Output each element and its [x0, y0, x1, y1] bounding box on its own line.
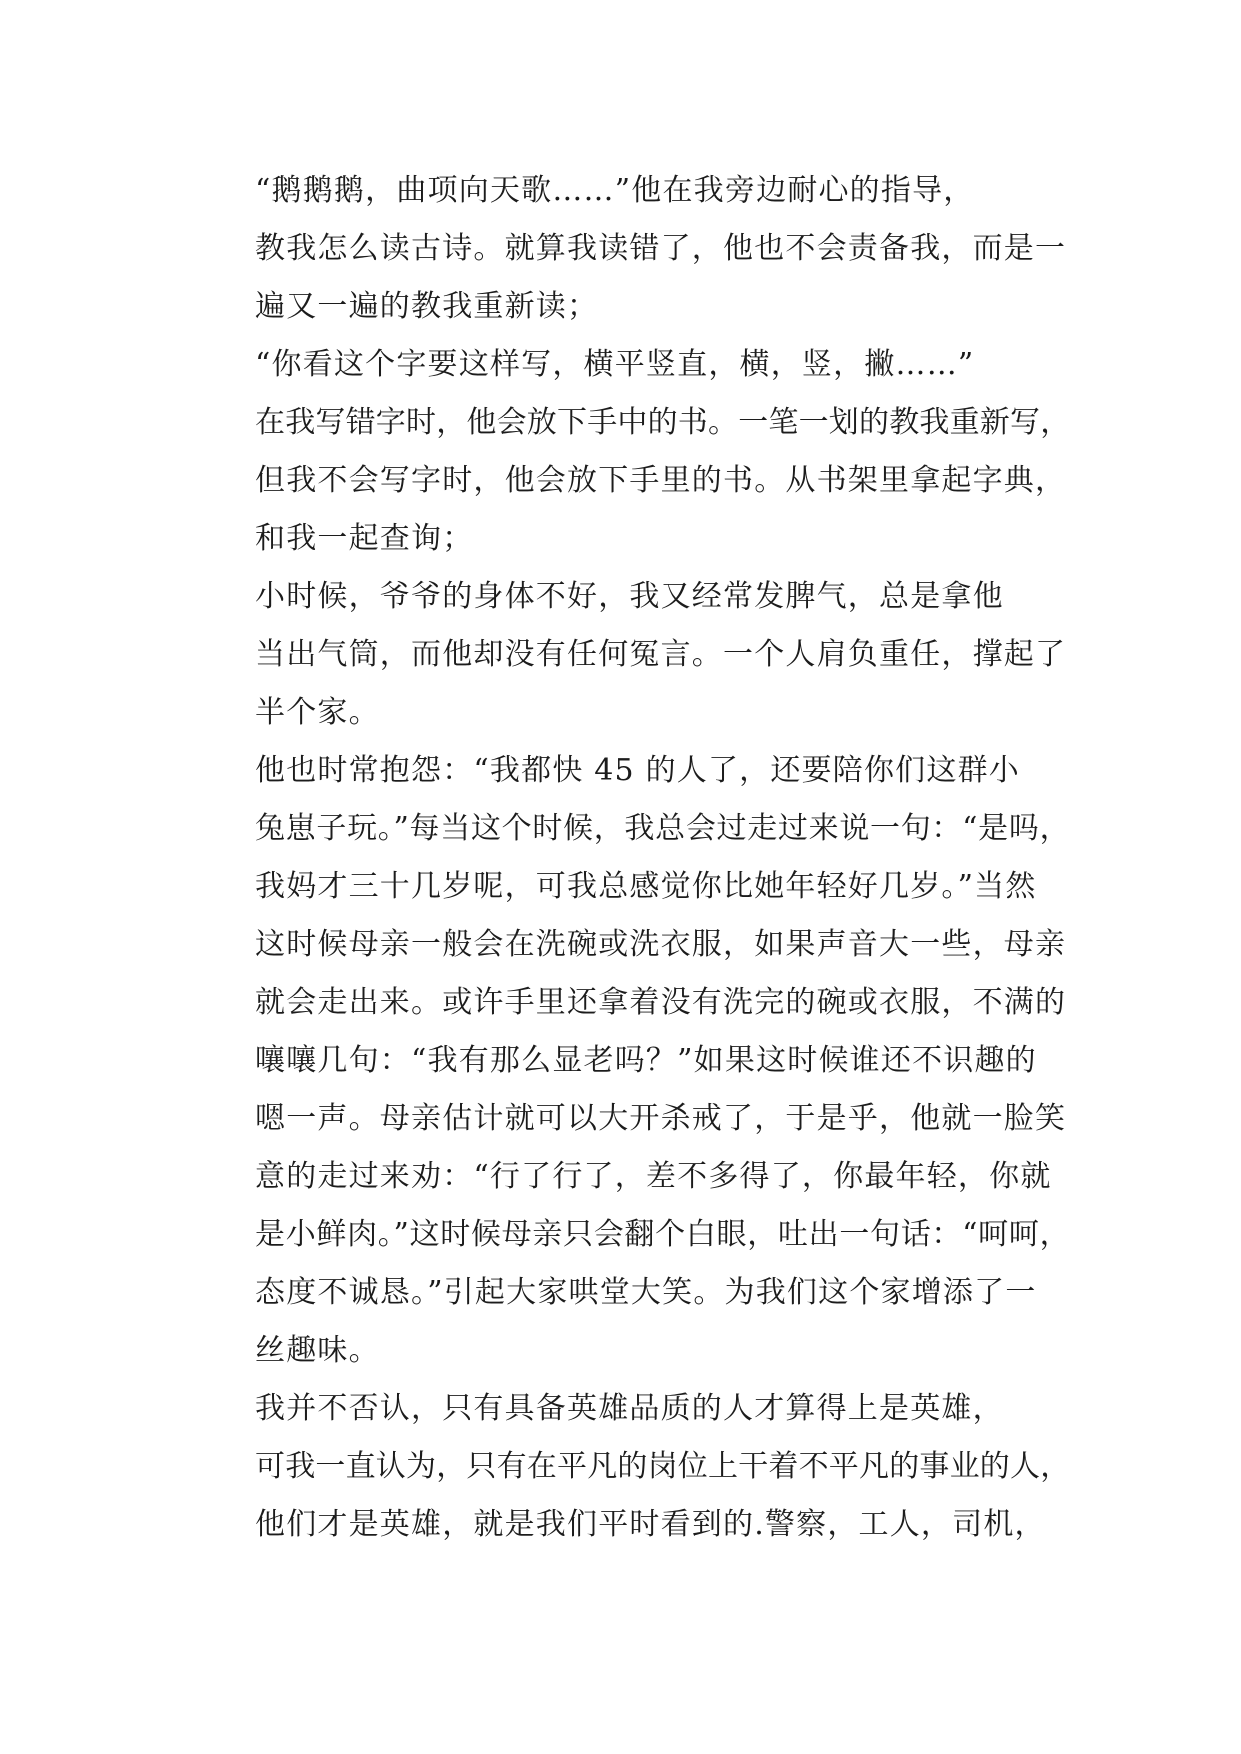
text-line: 和我一起查询； — [255, 521, 474, 556]
text-line: 他也时常抱怨：“我都快 45 的人了，还要陪你们这群小 — [255, 753, 1020, 788]
text-line: “你看这个字要这样写，横平竖直，横，竖，撇……” — [255, 347, 975, 382]
text-line: 我并不否认，只有具备英雄品质的人才算得上是英雄， — [255, 1391, 1004, 1426]
text-line: 遍又一遍的教我重新读； — [255, 289, 599, 324]
text-line: 但我不会写字时，他会放下手里的书。从书架里拿起字典， — [255, 463, 1067, 498]
paragraph — [190, 1380, 1070, 1554]
text-line: 丝趣味。 — [255, 1333, 380, 1368]
document-body — [190, 162, 1070, 1554]
text-line: 意的走过来劝：“行了行了，差不多得了，你最年轻，你就 — [255, 1159, 1052, 1194]
text-line: 这时候母亲一般会在洗碗或洗衣服，如果声音大一些，母亲 — [255, 927, 1067, 962]
text-line: 教我怎么读古诗。就算我读错了，他也不会责备我，而是一 — [255, 231, 1067, 266]
text-line: 我妈才三十几岁呢，可我总感觉你比她年轻好几岁。”当然 — [255, 869, 1037, 904]
paragraph — [190, 336, 1070, 568]
text-line: 在我写错字时，他会放下手中的书。一笔一划的教我重新写， — [255, 405, 1071, 440]
text-line: 态度不诚恳。”引起大家哄堂大笑。为我们这个家增添了一 — [255, 1275, 1037, 1310]
paragraph — [190, 742, 1070, 1380]
text-line: 当出气筒，而他却没有任何冤言。一个人肩负重任，撑起了 — [255, 637, 1067, 672]
text-line: “鹅鹅鹅，曲项向天歌……”他在我旁边耐心的指导， — [255, 173, 975, 208]
text-line: 他们才是英雄，就是我们平时看到的.警察，工人，司机， — [255, 1507, 1046, 1542]
text-line: 嗯一声。母亲估计就可以大开杀戒了，于是乎，他就一脸笑 — [255, 1101, 1067, 1136]
paragraph — [190, 568, 1070, 742]
text-line: 嚷嚷几句：“我有那么显老吗？”如果这时候谁还不识趣的 — [255, 1043, 1037, 1078]
text-line: 兔崽子玩。”每当这个时候，我总会过走过来说一句：“是吗， — [255, 811, 1071, 846]
paragraph — [190, 162, 1070, 336]
text-line: 就会走出来。或许手里还拿着没有洗完的碗或衣服，不满的 — [255, 985, 1067, 1020]
text-line: 是小鲜肉。”这时候母亲只会翻个白眼，吐出一句话：“呵呵， — [255, 1217, 1071, 1252]
text-line: 小时候，爷爷的身体不好，我又经常发脾气，总是拿他 — [255, 579, 1004, 614]
text-line: 可我一直认为，只有在平凡的岗位上干着不平凡的事业的人， — [255, 1449, 1071, 1484]
text-line: 半个家。 — [255, 695, 380, 730]
